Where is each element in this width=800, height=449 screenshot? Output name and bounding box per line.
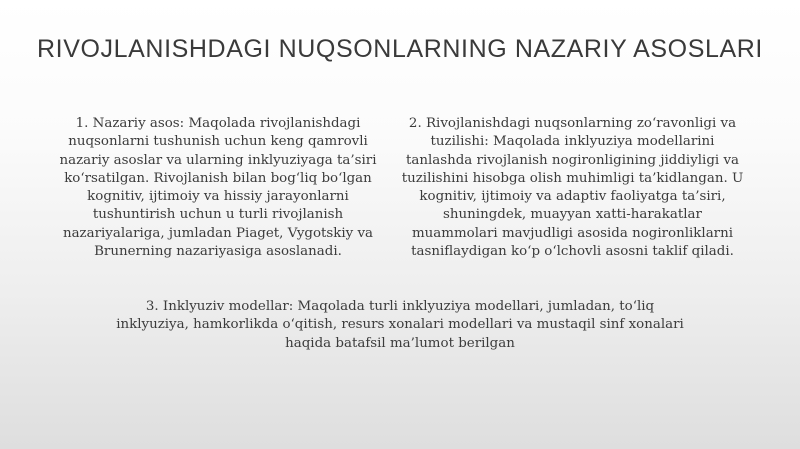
point-2-text: 2. Rivojlanishdagi nuqsonlarning zo‘ravonligi va tuzilishi: Maqolada inklyuziya modellarini tanlashda rivojlanish nogironligining jiddiyligi va tuzilishini hisobga olish muhimligi ta’kidlangan. U kognitiv, ijtimoiy va adaptiv faoliyatga ta’siri, shuningdek, muayyan xatti-harakatlar muammolari mavjudligi asosida nogironliklarni tasniflaydigan ko‘p o‘lchovli asosni taklif qiladi.	[401, 116, 744, 260]
slide-title: RIVOJLANISHDAGI NUQSONLARNING NAZARIY ASOSLARI	[37, 35, 763, 63]
point-3-text: 3. Inklyuziv modellar: Maqolada turli inklyuziya modellari, jumladan, to‘liq inklyuziya, hamkorlikda o‘qitish, resurs xonalari modellari va mustaqil sinf xonalari haqida batafsil ma’lumot berilgan	[116, 299, 684, 351]
point-1-text: 1. Nazariy asos: Maqolada rivojlanishdagi nuqsonlarni tushunish uchun keng qamrovli nazariy asoslar va ularning inklyuziyaga ta’siri ko‘rsatilgan. Rivojlanish bilan bog‘liq bo‘lgan kognitiv, ijtimoiy va hissiy jarayonlarni tushuntirish uchun u turli rivojlanish nazariyalariga, jumladan Piaget, Vygotskiy va Brunerning nazariyasiga asoslanadi.	[59, 116, 377, 260]
